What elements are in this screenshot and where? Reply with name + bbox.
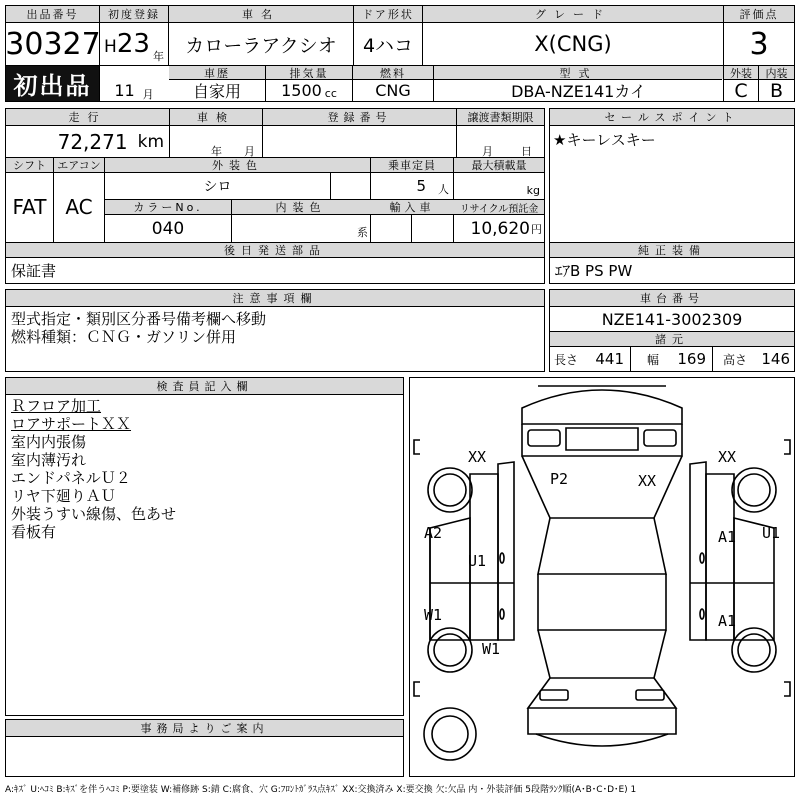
ext-score-value: C (734, 79, 748, 102)
first-listing-badge: 初出品 (6, 66, 99, 101)
vehicle-summary-panel (5, 5, 795, 102)
max-load-label: 最大積載量 (454, 158, 544, 172)
score-value: 3 (749, 26, 769, 62)
sales-point-panel (549, 108, 795, 284)
color-no-label: カラーNo. (105, 200, 231, 214)
notes-line-1: 型式指定・類別区分番号備考欄へ移動 (11, 310, 267, 328)
damage-mark: W1 (482, 640, 501, 658)
inspector-line-2: ロアサポートＸＸ (11, 415, 132, 433)
equipment-value: ｴｱB PS PW (555, 262, 633, 280)
capacity-unit: 人 (438, 182, 449, 196)
int-color-label: 内装色 (232, 200, 370, 214)
mileage-unit: km (137, 131, 164, 152)
recycle-number: 10,620 (470, 218, 530, 239)
width-label: 幅 (647, 352, 660, 367)
inspector-line-8: 看板有 (11, 523, 57, 541)
first-reg-year (101, 24, 167, 64)
damage-mark: XX (718, 448, 737, 466)
first-reg-year-value: 23 (116, 29, 150, 59)
mileage-value (6, 126, 164, 157)
aircon-value: AC (65, 195, 93, 219)
height-value: 146 (761, 350, 790, 368)
int-color-suffix: 系 (357, 225, 368, 239)
model-code-label: 型式 (434, 66, 723, 79)
vehicle-details-panel (5, 108, 545, 284)
sales-point-value: ★キーレスキー (553, 130, 656, 149)
later-parts-label: 後日発送部品 (6, 243, 544, 257)
recycle-unit: 円 (531, 222, 542, 236)
damage-mark: U1 (468, 552, 487, 570)
notes-line-2: 燃料種類：ＣＮＧ・ガソリン併用 (11, 328, 237, 346)
max-load-value (454, 173, 540, 199)
car-name-value: カローラアクシオ (185, 34, 337, 57)
width-value: 169 (677, 350, 706, 368)
inspection-month-unit: 月 (244, 145, 255, 158)
ext-color-label: 外装色 (105, 158, 370, 172)
first-reg-year-unit: 年 (152, 50, 164, 63)
reg-no-label: 登録番号 (263, 109, 456, 125)
inspector-line-7: 外装うすい線傷、色あせ (11, 505, 177, 523)
height-label: 高さ (723, 352, 748, 367)
first-reg-month-unit: 月 (142, 87, 154, 101)
inspection-label: 車検 (170, 109, 262, 125)
fuel-value: CNG (375, 81, 411, 100)
shift-label: シフト (6, 158, 53, 172)
sales-point-label: セールスポイント (550, 109, 794, 125)
notes-label: 注意事項欄 (6, 290, 544, 306)
notes-panel (5, 289, 545, 372)
grade-value: X(CNG) (534, 32, 612, 56)
damage-mark: P2 (550, 470, 569, 488)
ext-score-label: 外装 (724, 66, 758, 79)
recycle-value (454, 215, 542, 242)
length-value: 441 (595, 350, 624, 368)
length-label: 長さ (554, 352, 579, 367)
chassis-label: 車台番号 (550, 290, 794, 306)
import-label: 輸入車 (371, 200, 453, 214)
door-value: 4ハコ (362, 34, 414, 57)
grade-label: グレード (423, 6, 723, 22)
color-no-value: 040 (151, 218, 185, 239)
displacement-value (266, 80, 352, 101)
inspector-line-6: リヤ下廻りＡＵ (11, 487, 116, 505)
transfer-day-unit: 日 (521, 145, 532, 158)
displacement-label: 排気量 (266, 66, 352, 79)
int-color-value (232, 215, 368, 242)
shift-value: FAT (12, 195, 47, 219)
damage-mark: A1 (718, 612, 737, 630)
recycle-label: リサイクル預託金 (454, 200, 544, 214)
damage-mark: XX (638, 472, 657, 490)
damage-mark: A1 (718, 528, 737, 546)
car-name-label: 車名 (169, 6, 353, 22)
dims-label: 諸元 (550, 332, 794, 346)
first-reg-era: H (104, 37, 117, 57)
chassis-panel (549, 289, 795, 372)
chassis-value: NZE141-3002309 (601, 309, 743, 329)
int-score-value: B (769, 79, 784, 102)
displacement-unit: cc (324, 86, 337, 100)
damage-diagram (409, 377, 795, 777)
inspector-line-3: 室内内張傷 (11, 433, 87, 451)
damage-mark: A2 (424, 524, 443, 542)
fuel-label: 燃料 (353, 66, 433, 79)
history-label: 車歴 (169, 66, 265, 79)
first-reg-month (101, 80, 167, 101)
equipment-label: 純正装備 (550, 243, 794, 257)
office-panel (5, 719, 404, 777)
aircon-label: エアコン (54, 158, 104, 172)
lot-number-value: 30327 (5, 26, 101, 62)
displacement-number: 1500 (281, 81, 322, 100)
score-label: 評価点 (724, 6, 794, 22)
door-label: ドア形状 (354, 6, 422, 22)
int-score-label: 内装 (759, 66, 794, 79)
legend-text: A:ｷｽﾞ U:ﾍｺﾐ B:ｷｽﾞを伴うﾍｺﾐ P:要塗装 W:補修跡 S:錆 C:腐食、穴 G:ﾌﾛﾝﾄｶﾞﾗｽ点ｷｽﾞ XX:交換済み X:要交換 欠:欠品 内・外装評価 5段階ﾗﾝｸ順(A･B･C･D･E) 1 (5, 785, 637, 795)
damage-mark: W1 (424, 606, 443, 624)
damage-mark: U1 (762, 524, 781, 542)
transfer-deadline-label: 譲渡書類期限 (457, 109, 544, 125)
model-code-value: DBA-NZE141カイ (511, 82, 646, 101)
car-outline-diagram (410, 378, 794, 776)
inspector-label: 検査員記入欄 (6, 378, 403, 394)
mileage-number: 72,271 (57, 129, 128, 154)
lot-number-label: 出品番号 (6, 6, 99, 22)
capacity-value (371, 173, 449, 199)
inspector-line-1: Ｒフロア加工 (11, 397, 102, 415)
damage-mark: XX (468, 448, 487, 466)
first-reg-label: 初度登録 (100, 6, 168, 22)
inspector-line-4: 室内薄汚れ (11, 451, 87, 469)
inspector-line-5: エンドパネルＵ２ (11, 469, 131, 487)
capacity-label: 乗車定員 (371, 158, 453, 172)
ext-color-value: シロ (203, 179, 232, 195)
inspector-panel (5, 377, 404, 716)
capacity-number: 5 (416, 177, 426, 195)
transfer-month-unit: 月 (482, 145, 493, 158)
office-label: 事務局よりご案内 (6, 720, 403, 736)
max-load-unit: kg (526, 183, 540, 197)
history-value: 自家用 (192, 82, 241, 101)
mileage-label: 走行 (6, 109, 169, 125)
inspection-year-unit: 年 (211, 145, 222, 158)
first-reg-month-value: 11 (114, 81, 135, 100)
later-parts-value: 保証書 (11, 262, 57, 280)
